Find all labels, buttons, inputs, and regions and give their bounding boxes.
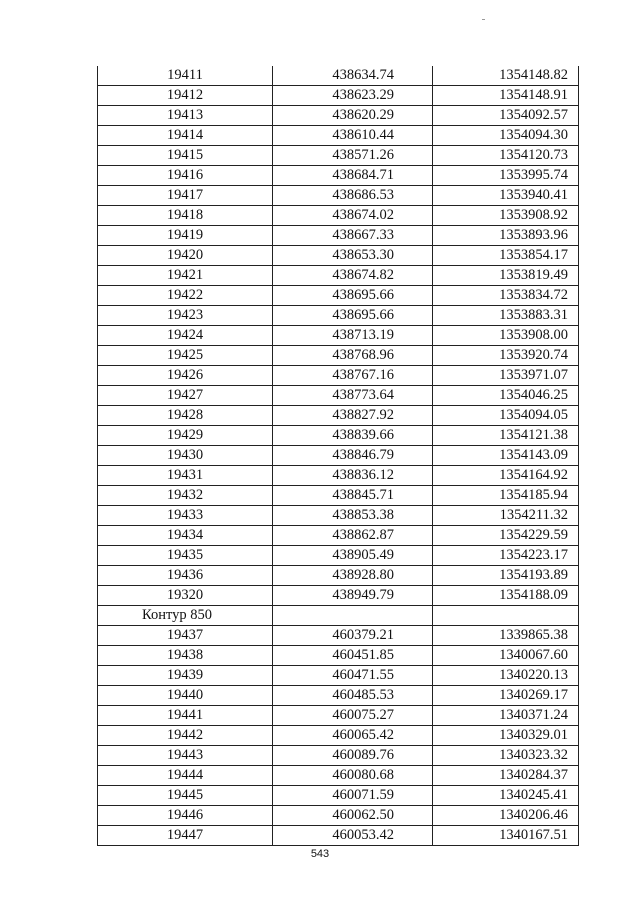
point-number-cell: 19429 bbox=[98, 426, 273, 446]
table-row bbox=[98, 106, 579, 126]
point-number-cell: 19425 bbox=[98, 346, 273, 366]
x-coordinate-cell: 438836.12 bbox=[273, 466, 433, 486]
y-coordinate-cell: 1340323.32 bbox=[433, 746, 579, 766]
point-number-cell: 19444 bbox=[98, 766, 273, 786]
y-coordinate-cell: 1353940.41 bbox=[433, 186, 579, 206]
table-row bbox=[98, 646, 579, 666]
table-row bbox=[98, 246, 579, 266]
x-coordinate-cell: 438949.79 bbox=[273, 586, 433, 606]
table-row bbox=[98, 206, 579, 226]
table-row bbox=[98, 486, 579, 506]
y-coordinate-cell: 1353883.31 bbox=[433, 306, 579, 326]
x-coordinate-cell: 460075.27 bbox=[273, 706, 433, 726]
x-coordinate-cell: 438713.19 bbox=[273, 326, 433, 346]
table-row bbox=[98, 706, 579, 726]
table-row bbox=[98, 306, 579, 326]
x-coordinate-cell: 460379.21 bbox=[273, 626, 433, 646]
table-row bbox=[98, 666, 579, 686]
x-coordinate-cell: 438846.79 bbox=[273, 446, 433, 466]
point-number-cell: 19447 bbox=[98, 826, 273, 846]
point-number-cell: 19423 bbox=[98, 306, 273, 326]
y-coordinate-cell: 1340284.37 bbox=[433, 766, 579, 786]
table-row bbox=[98, 686, 579, 706]
y-coordinate-cell: 1354121.38 bbox=[433, 426, 579, 446]
x-coordinate-cell: 460053.42 bbox=[273, 826, 433, 846]
table-row bbox=[98, 166, 579, 186]
table-row bbox=[98, 426, 579, 446]
y-coordinate-cell: 1354148.82 bbox=[433, 66, 579, 86]
y-coordinate-cell: 1353908.00 bbox=[433, 326, 579, 346]
y-coordinate-cell: 1354185.94 bbox=[433, 486, 579, 506]
y-coordinate-cell: 1354120.73 bbox=[433, 146, 579, 166]
point-number-cell: 19434 bbox=[98, 526, 273, 546]
x-coordinate-cell: 438827.92 bbox=[273, 406, 433, 426]
x-coordinate-cell: 438684.71 bbox=[273, 166, 433, 186]
x-coordinate-cell: 438845.71 bbox=[273, 486, 433, 506]
y-coordinate-cell: 1340269.17 bbox=[433, 686, 579, 706]
x-coordinate-cell: 438853.38 bbox=[273, 506, 433, 526]
x-coordinate-cell: 438674.02 bbox=[273, 206, 433, 226]
point-number-cell: 19441 bbox=[98, 706, 273, 726]
point-number-cell: 19412 bbox=[98, 86, 273, 106]
y-coordinate-cell: 1340167.51 bbox=[433, 826, 579, 846]
table-row bbox=[98, 526, 579, 546]
table-row bbox=[98, 266, 579, 286]
y-coordinate-cell: 1353834.72 bbox=[433, 286, 579, 306]
point-number-cell: 19445 bbox=[98, 786, 273, 806]
x-coordinate-cell: 438862.87 bbox=[273, 526, 433, 546]
coordinates-table-body bbox=[98, 66, 579, 846]
y-coordinate-cell: 1340206.46 bbox=[433, 806, 579, 826]
table-row bbox=[98, 406, 579, 426]
x-coordinate-cell: 438653.30 bbox=[273, 246, 433, 266]
point-number-cell: 19433 bbox=[98, 506, 273, 526]
page-number: 543 bbox=[310, 848, 330, 860]
x-coordinate-cell: 460080.68 bbox=[273, 766, 433, 786]
y-coordinate-cell: 1354164.92 bbox=[433, 466, 579, 486]
y-coordinate-cell: 1354148.91 bbox=[433, 86, 579, 106]
empty-cell bbox=[273, 606, 433, 626]
table-row bbox=[98, 626, 579, 646]
section-label: Контур 850 bbox=[98, 606, 273, 626]
table-row bbox=[98, 226, 579, 246]
y-coordinate-cell: 1353893.96 bbox=[433, 226, 579, 246]
point-number-cell: 19418 bbox=[98, 206, 273, 226]
table-row bbox=[98, 386, 579, 406]
table-row bbox=[98, 366, 579, 386]
x-coordinate-cell: 460062.50 bbox=[273, 806, 433, 826]
x-coordinate-cell: 460485.53 bbox=[273, 686, 433, 706]
table-row bbox=[98, 126, 579, 146]
section-row bbox=[98, 606, 579, 626]
x-coordinate-cell: 438773.64 bbox=[273, 386, 433, 406]
x-coordinate-cell: 438767.16 bbox=[273, 366, 433, 386]
y-coordinate-cell: 1354143.09 bbox=[433, 446, 579, 466]
table-row bbox=[98, 546, 579, 566]
point-number-cell: 19446 bbox=[98, 806, 273, 826]
table-row bbox=[98, 146, 579, 166]
table-row bbox=[98, 466, 579, 486]
table-row bbox=[98, 66, 579, 86]
point-number-cell: 19435 bbox=[98, 546, 273, 566]
y-coordinate-cell: 1354188.09 bbox=[433, 586, 579, 606]
x-coordinate-cell: 438620.29 bbox=[273, 106, 433, 126]
point-number-cell: 19421 bbox=[98, 266, 273, 286]
scan-speck bbox=[482, 19, 485, 20]
point-number-cell: 19426 bbox=[98, 366, 273, 386]
x-coordinate-cell: 438928.80 bbox=[273, 566, 433, 586]
table-row bbox=[98, 326, 579, 346]
y-coordinate-cell: 1339865.38 bbox=[433, 626, 579, 646]
x-coordinate-cell: 438768.96 bbox=[273, 346, 433, 366]
table-row bbox=[98, 286, 579, 306]
point-number-cell: 19442 bbox=[98, 726, 273, 746]
y-coordinate-cell: 1340245.41 bbox=[433, 786, 579, 806]
table-row bbox=[98, 806, 579, 826]
point-number-cell: 19414 bbox=[98, 126, 273, 146]
point-number-cell: 19431 bbox=[98, 466, 273, 486]
x-coordinate-cell: 438674.82 bbox=[273, 266, 433, 286]
point-number-cell: 19420 bbox=[98, 246, 273, 266]
y-coordinate-cell: 1354193.89 bbox=[433, 566, 579, 586]
coordinates-table bbox=[97, 66, 579, 846]
x-coordinate-cell: 438686.53 bbox=[273, 186, 433, 206]
point-number-cell: 19427 bbox=[98, 386, 273, 406]
y-coordinate-cell: 1353971.07 bbox=[433, 366, 579, 386]
empty-cell bbox=[433, 606, 579, 626]
point-number-cell: 19437 bbox=[98, 626, 273, 646]
table-row bbox=[98, 566, 579, 586]
x-coordinate-cell: 438623.29 bbox=[273, 86, 433, 106]
x-coordinate-cell: 438634.74 bbox=[273, 66, 433, 86]
table-row bbox=[98, 446, 579, 466]
point-number-cell: 19440 bbox=[98, 686, 273, 706]
y-coordinate-cell: 1340067.60 bbox=[433, 646, 579, 666]
x-coordinate-cell: 438905.49 bbox=[273, 546, 433, 566]
y-coordinate-cell: 1353819.49 bbox=[433, 266, 579, 286]
point-number-cell: 19424 bbox=[98, 326, 273, 346]
x-coordinate-cell: 438839.66 bbox=[273, 426, 433, 446]
y-coordinate-cell: 1354046.25 bbox=[433, 386, 579, 406]
table-row bbox=[98, 586, 579, 606]
x-coordinate-cell: 460065.42 bbox=[273, 726, 433, 746]
y-coordinate-cell: 1353995.74 bbox=[433, 166, 579, 186]
table-row bbox=[98, 746, 579, 766]
x-coordinate-cell: 460471.55 bbox=[273, 666, 433, 686]
point-number-cell: 19411 bbox=[98, 66, 273, 86]
table-row bbox=[98, 826, 579, 846]
table-row bbox=[98, 786, 579, 806]
table-row bbox=[98, 86, 579, 106]
y-coordinate-cell: 1354094.05 bbox=[433, 406, 579, 426]
y-coordinate-cell: 1354229.59 bbox=[433, 526, 579, 546]
point-number-cell: 19415 bbox=[98, 146, 273, 166]
x-coordinate-cell: 438695.66 bbox=[273, 286, 433, 306]
point-number-cell: 19419 bbox=[98, 226, 273, 246]
point-number-cell: 19428 bbox=[98, 406, 273, 426]
y-coordinate-cell: 1340220.13 bbox=[433, 666, 579, 686]
point-number-cell: 19417 bbox=[98, 186, 273, 206]
table-row bbox=[98, 766, 579, 786]
y-coordinate-cell: 1354092.57 bbox=[433, 106, 579, 126]
point-number-cell: 19320 bbox=[98, 586, 273, 606]
point-number-cell: 19432 bbox=[98, 486, 273, 506]
x-coordinate-cell: 438667.33 bbox=[273, 226, 433, 246]
x-coordinate-cell: 438571.26 bbox=[273, 146, 433, 166]
table-row bbox=[98, 506, 579, 526]
x-coordinate-cell: 438695.66 bbox=[273, 306, 433, 326]
point-number-cell: 19439 bbox=[98, 666, 273, 686]
y-coordinate-cell: 1353854.17 bbox=[433, 246, 579, 266]
y-coordinate-cell: 1354223.17 bbox=[433, 546, 579, 566]
y-coordinate-cell: 1340371.24 bbox=[433, 706, 579, 726]
y-coordinate-cell: 1340329.01 bbox=[433, 726, 579, 746]
point-number-cell: 19416 bbox=[98, 166, 273, 186]
point-number-cell: 19443 bbox=[98, 746, 273, 766]
x-coordinate-cell: 460451.85 bbox=[273, 646, 433, 666]
x-coordinate-cell: 438610.44 bbox=[273, 126, 433, 146]
point-number-cell: 19438 bbox=[98, 646, 273, 666]
table-row bbox=[98, 346, 579, 366]
y-coordinate-cell: 1353920.74 bbox=[433, 346, 579, 366]
point-number-cell: 19422 bbox=[98, 286, 273, 306]
point-number-cell: 19430 bbox=[98, 446, 273, 466]
x-coordinate-cell: 460071.59 bbox=[273, 786, 433, 806]
y-coordinate-cell: 1354094.30 bbox=[433, 126, 579, 146]
x-coordinate-cell: 460089.76 bbox=[273, 746, 433, 766]
table-row bbox=[98, 186, 579, 206]
y-coordinate-cell: 1354211.32 bbox=[433, 506, 579, 526]
table-row bbox=[98, 726, 579, 746]
point-number-cell: 19413 bbox=[98, 106, 273, 126]
y-coordinate-cell: 1353908.92 bbox=[433, 206, 579, 226]
point-number-cell: 19436 bbox=[98, 566, 273, 586]
